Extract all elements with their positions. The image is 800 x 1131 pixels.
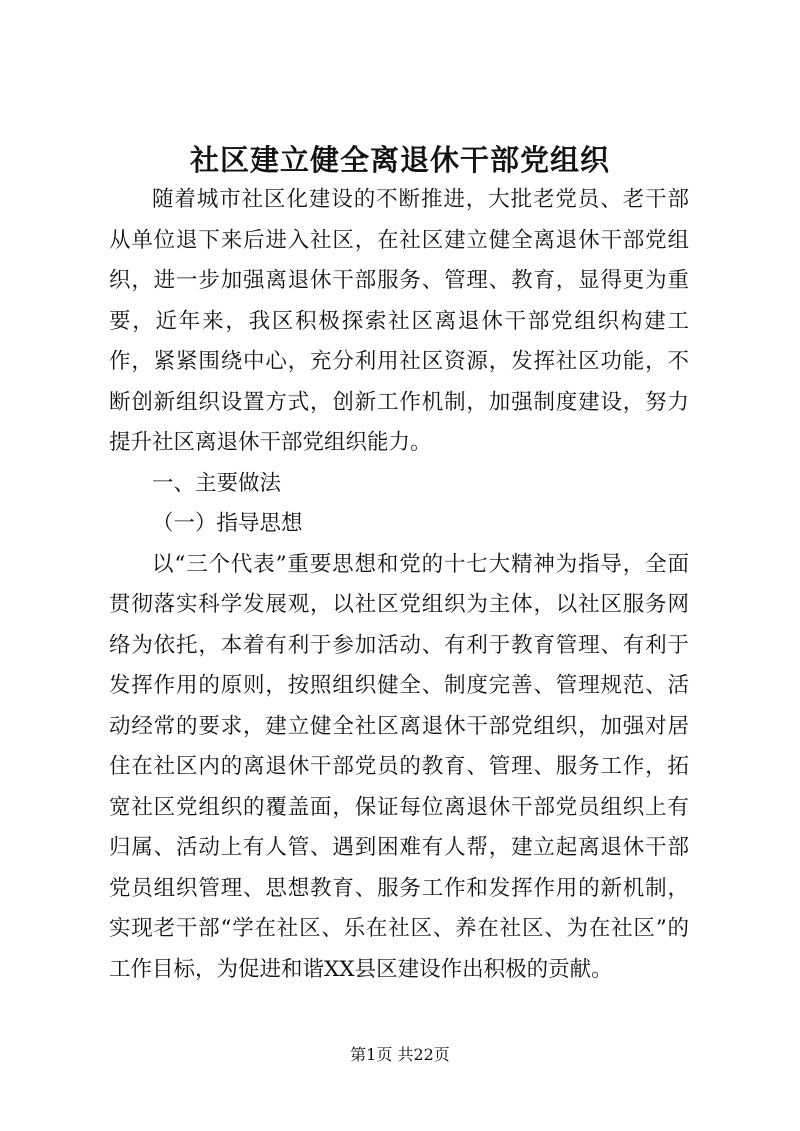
document-body	[109, 180, 689, 990]
subsection-heading-guiding-ideology: （一）指导思想	[152, 511, 303, 536]
intro-paragraph: 随着城市社区化建设的不断推进，大批老党员、老干部从单位退下来后进入社区，在社区建立健全离退休干部党组织，进一步加强离退休干部服务、管理、教育，显得更为重要，近年来，我区积极探索社区离退休干部党组织构建工作，紧紧围绕中心，充分利用社区资源，发挥社区功能，不断创新组织设置方式，创新工作机制，加强制度建设，努力提升社区离退休干部党组织能力。	[109, 187, 689, 455]
section-heading-main-practices: 一、主要做法	[152, 470, 282, 496]
document-title: 社区建立健全离退休干部党组织	[189, 143, 610, 177]
page-number-footer: 第1页 共22页	[350, 1045, 450, 1064]
guiding-ideology-paragraph: 以“三个代表”重要思想和党的十七大精神为指导，全面贯彻落实科学发展观，以社区党组织为主体，以社区服务网络为依托，本着有利于参加活动、有利于教育管理、有利于发挥作用的原则，按照组织健全、制度完善、管理规范、活动经常的要求，建立健全社区离退休干部党组织，加强对居住在社区内的离退休干部党员的教育、管理、服务工作，拓宽社区党组织的覆盖面，保证每位离退休干部党员组织上有归属、活动上有人管、遇到困难有人帮，建立起离退休干部党员组织管理、思想教育、服务工作和发挥作用的新机制，实现老干部“学在社区、乐在社区、养在社区、为在社区”的工作目标，为促进和谐XX县区建设作出积极的贡献。	[109, 551, 689, 982]
